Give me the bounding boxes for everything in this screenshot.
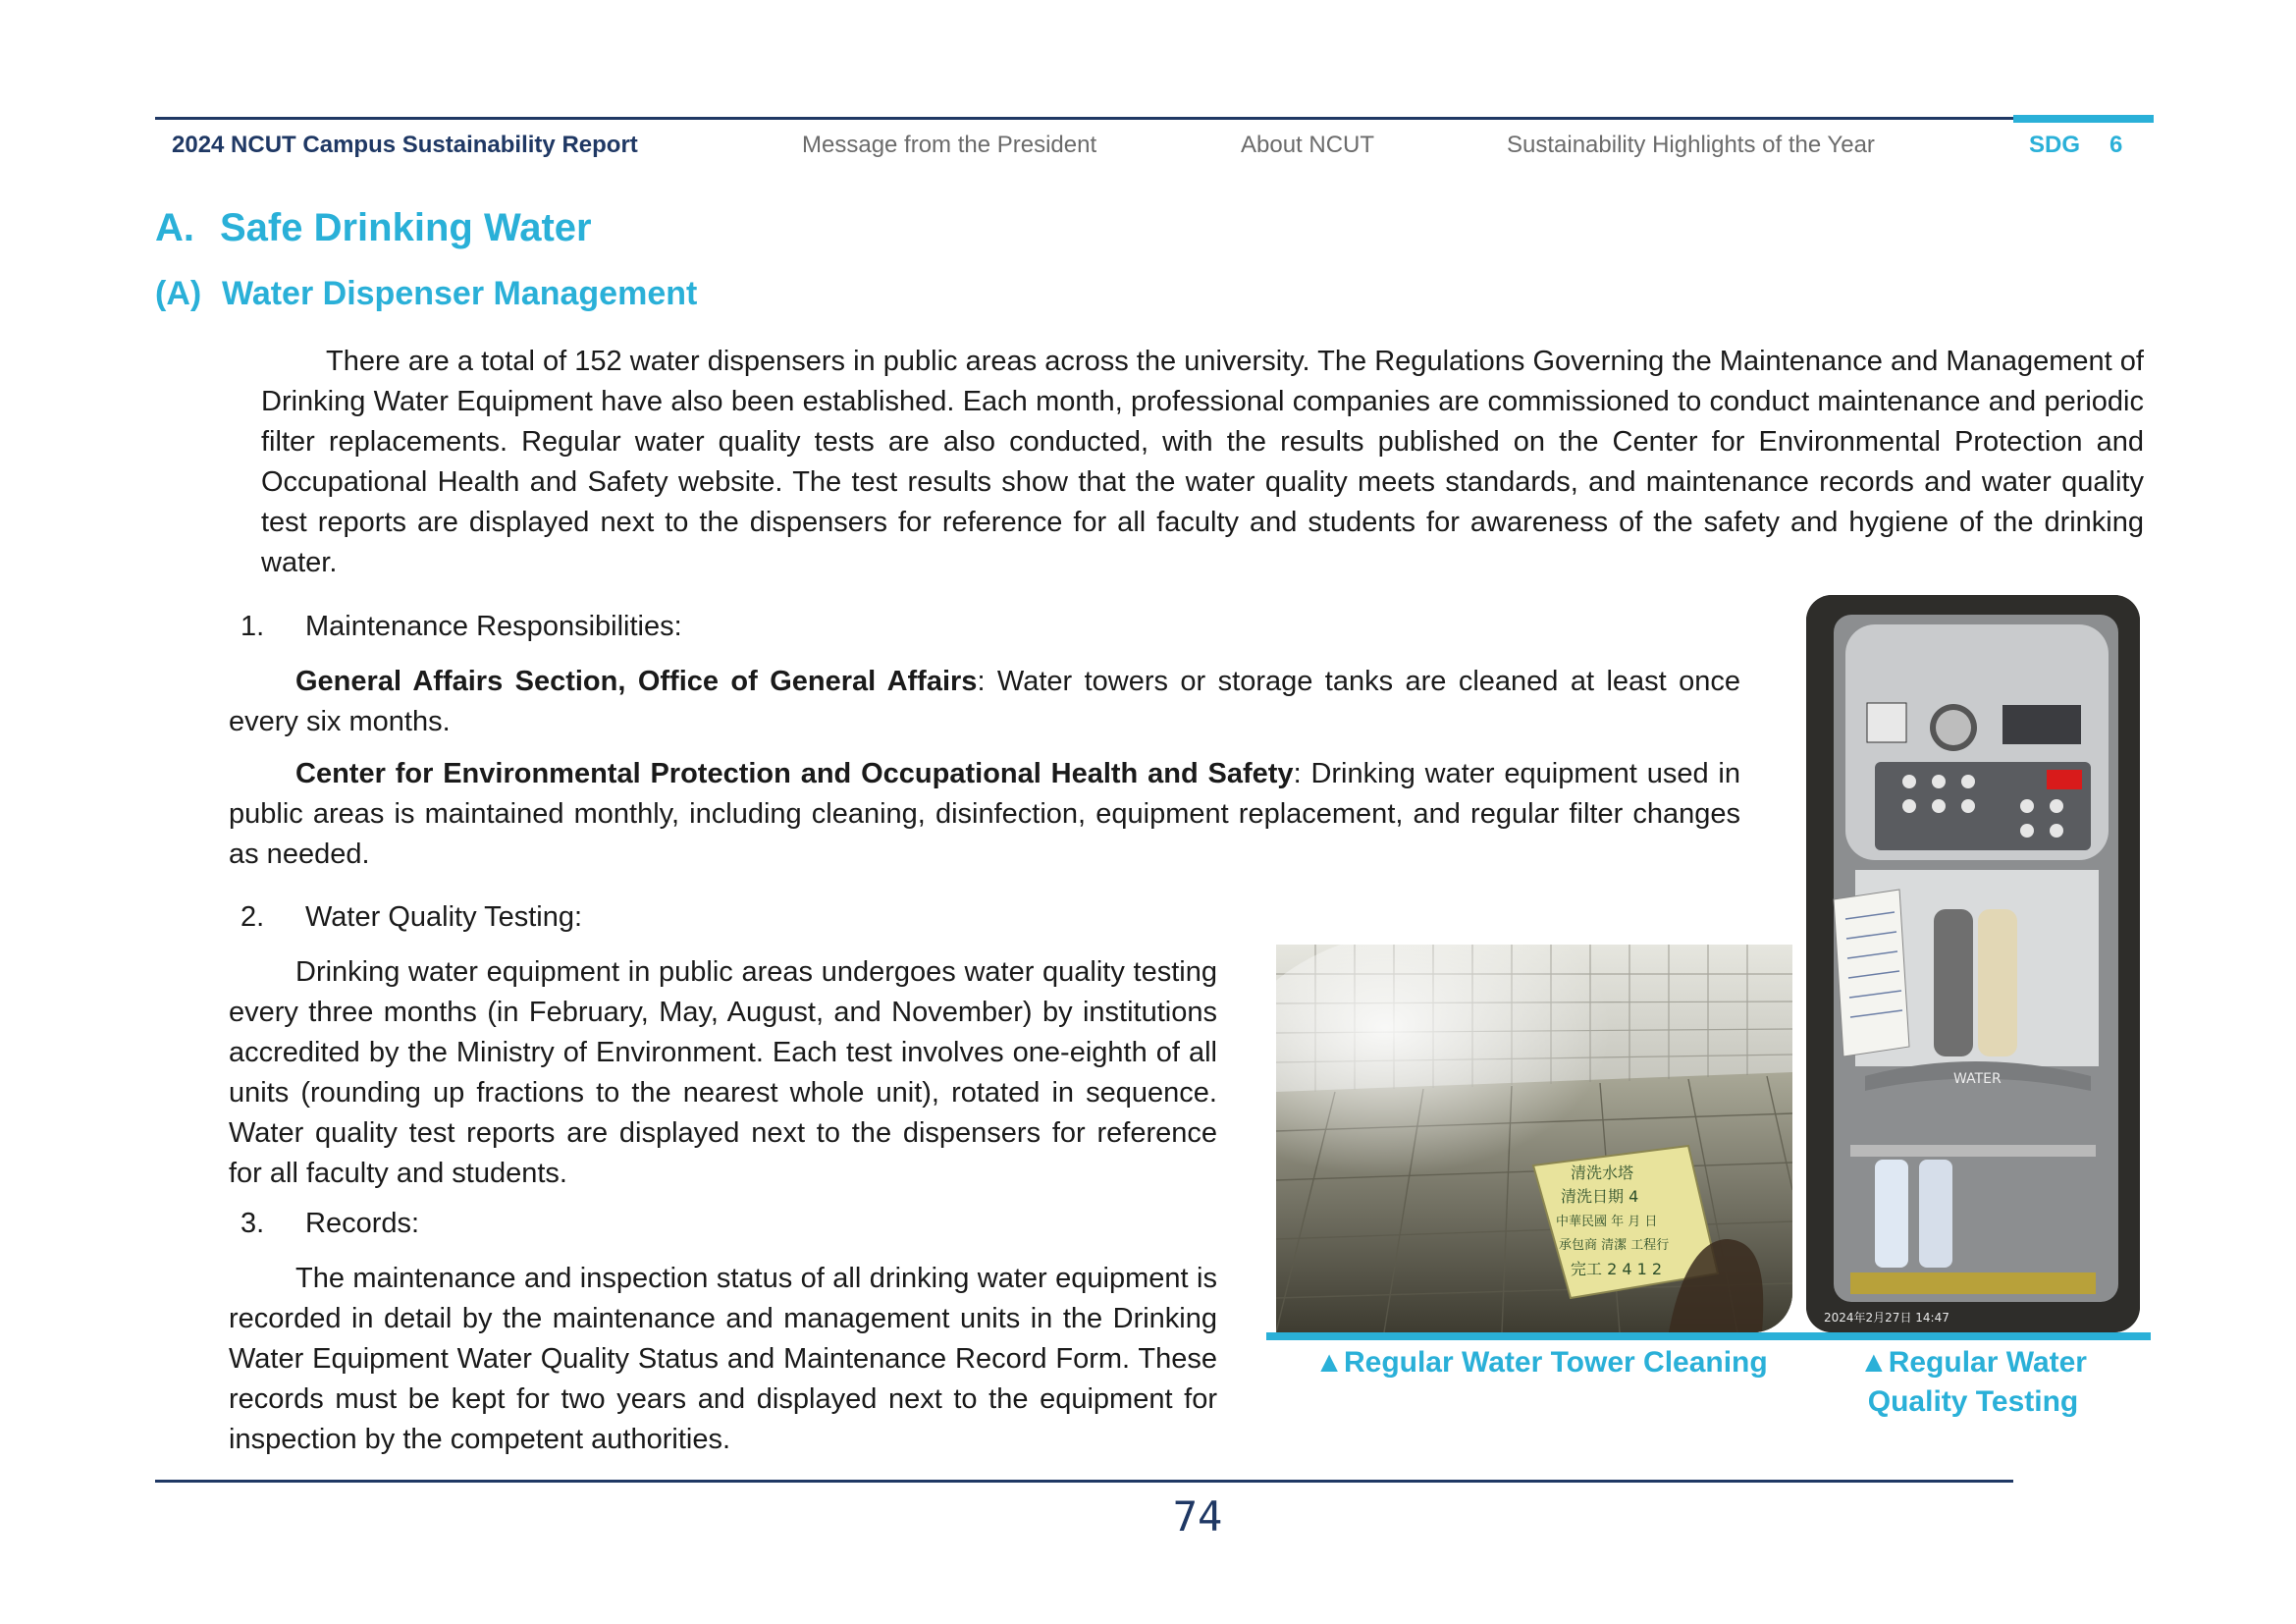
sign-line-1: 清洗水塔 — [1571, 1164, 1634, 1182]
env-protection-center-label: Center for Environmental Protection and Occupational Health and Safety — [295, 758, 1294, 789]
item-3-paragraph: The maintenance and inspection status of all drinking water equipment is recorded in detail by the maintenance and management units in the Drinking Water Equipment Water Quality Status and Maintenance Record Form. These records must be kept for two years and displayed next to the equipment for inspection by the competent authorities. — [229, 1263, 1217, 1455]
water-tower-caption: ▲Regular Water Tower Cleaning — [1314, 1346, 1768, 1379]
subsection-heading — [155, 275, 697, 313]
water-tower-cleaning-photo — [1276, 945, 1792, 1332]
item-1-paragraph-2 — [229, 754, 1740, 875]
sdg-label: SDG — [2029, 132, 2081, 158]
item-2-number: 2. — [240, 901, 265, 933]
section-heading — [155, 206, 592, 250]
general-affairs-text: : Water towers or storage tanks are cleaned at least once every six months. — [229, 666, 1741, 737]
subsection-label: (A) — [155, 275, 202, 312]
item-1-paragraph-1 — [229, 662, 1740, 742]
item-1-number: 1. — [240, 611, 265, 642]
item-2-paragraph: Drinking water equipment in public areas undergoes water quality testing every three months (in February, May, August, and November) by institutions accredited by the Ministry of Environment. Each test involves one-eighth of all units (rounding up fractions to the nearest whole unit), rotated in sequence. Water quality test reports are displayed next to the dispensers for reference for all faculty and students. — [229, 956, 1217, 1189]
subsection-title: Water Dispenser Management — [222, 275, 698, 312]
sign-line-5: 完工 2 4 1 2 — [1571, 1260, 1663, 1278]
sign-line-3: 中華民國 年 月 日 — [1556, 1215, 1658, 1229]
water-dispenser-photo — [1806, 595, 2140, 1332]
section-label: A. — [155, 206, 194, 249]
dispenser-illustration — [1806, 595, 2140, 1332]
footer-rule — [155, 1480, 2013, 1483]
item-1-heading — [240, 611, 682, 643]
header-accent-bar — [2013, 115, 2154, 123]
item-1-title: Maintenance Responsibilities: — [305, 611, 682, 642]
tiled-tank-illustration — [1276, 945, 1792, 1332]
page-number: 74 — [1172, 1492, 1223, 1541]
sdg-number: 6 — [2109, 132, 2123, 158]
item-3-number: 3. — [240, 1208, 265, 1239]
section-title: Safe Drinking Water — [220, 206, 592, 249]
env-protection-center-text: : Drinking water equipment used in public areas is maintained monthly, including cleaning, disinfection, equipment replacement, and regular filter changes as needed. — [229, 758, 1740, 870]
water-testing-caption-line-1: ▲Regular Water — [1859, 1346, 2087, 1379]
header-top-rule — [155, 117, 2013, 120]
nav-about-ncut[interactable]: About NCUT — [1241, 132, 1375, 158]
photo-caption-rule — [1266, 1332, 2151, 1340]
item-3-heading — [240, 1208, 419, 1240]
item-3-title: Records: — [305, 1208, 420, 1239]
intro-paragraph: There are a total of 152 water dispensers in public areas across the university. The Regulations Governing the Maintenance and Management of Drinking Water Equipment have also been established. Each month, professional companies are commissioned to conduct maintenance and periodic filter replacements. Regular water quality tests are also conducted, with the results published on the Center for Environmental Protection and Occupational Health and Safety website. The test results show that the water quality meets standards, and maintenance records and water quality test reports are displayed next to the dispensers for reference for all faculty and students for awareness of the safety and hygiene of the drinking water. — [261, 346, 2144, 578]
photo-timestamp: 2024年2月27日 14:47 — [1824, 1311, 1949, 1325]
water-testing-caption-line-2: Quality Testing — [1867, 1385, 2079, 1418]
sign-line-4: 承包商 清潔 工程行 — [1559, 1238, 1670, 1253]
report-title: 2024 NCUT Campus Sustainability Report — [172, 132, 638, 158]
item-2-heading — [240, 901, 582, 934]
sign-line-2: 清洗日期 4 — [1561, 1187, 1639, 1206]
nav-sustainability-highlights[interactable]: Sustainability Highlights of the Year — [1507, 132, 1875, 158]
dispenser-brand: WATER — [1953, 1071, 2002, 1087]
sdg-badge — [2029, 132, 2122, 159]
item-2-title: Water Quality Testing: — [305, 901, 583, 933]
nav-message-from-president[interactable]: Message from the President — [802, 132, 1097, 158]
water-testing-caption — [1826, 1343, 2120, 1422]
general-affairs-label: General Affairs Section, Office of General Affairs — [295, 666, 978, 697]
